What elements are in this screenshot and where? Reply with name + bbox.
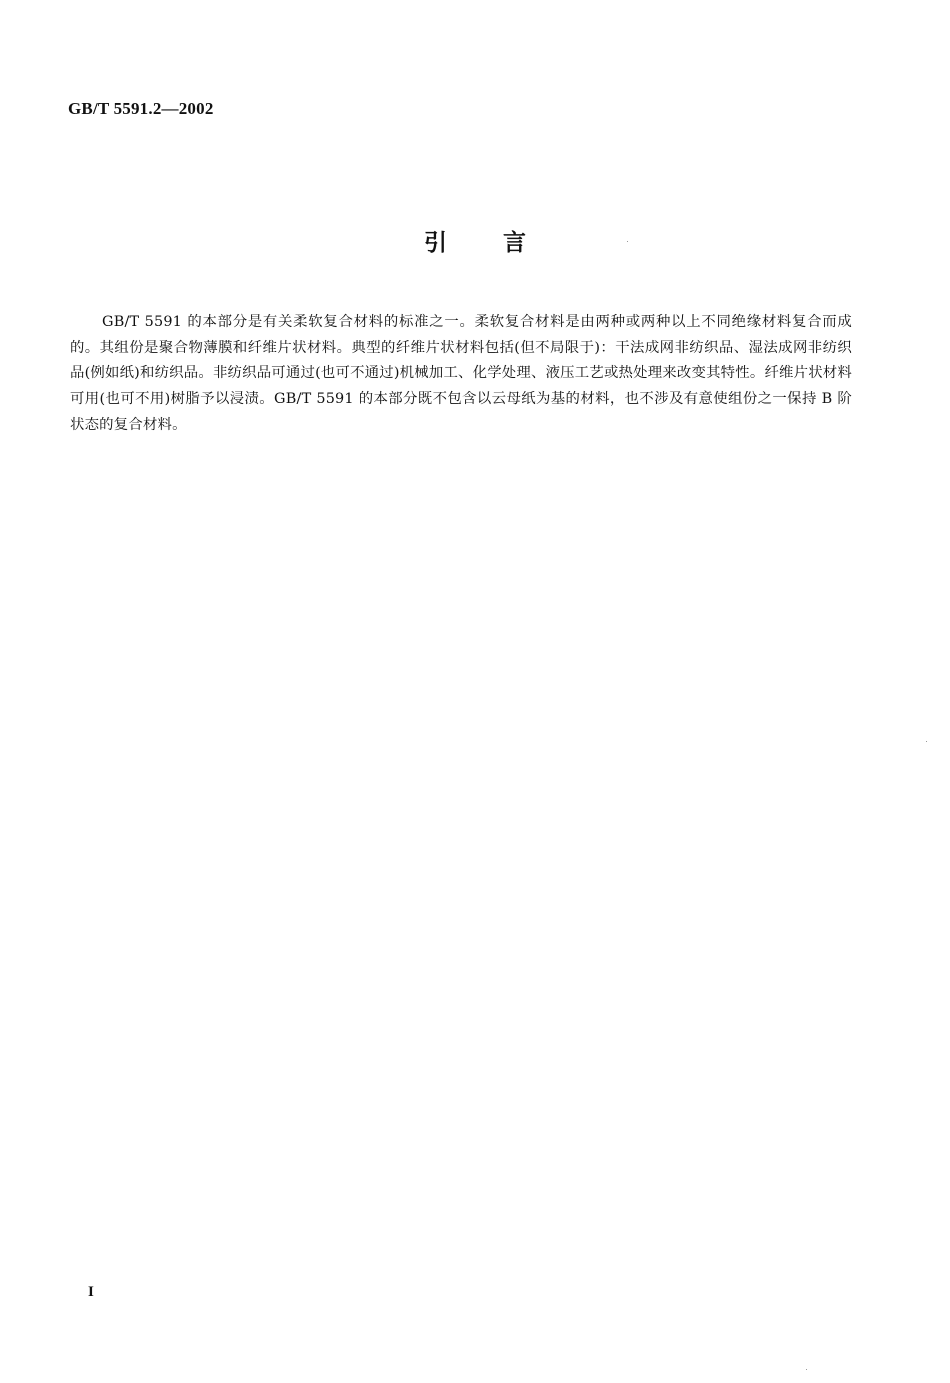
standard-code-header: GB/T 5591.2—2002	[68, 99, 214, 118]
section-title: 引言	[424, 230, 582, 256]
page-number: I	[88, 1284, 94, 1300]
scan-speck	[926, 741, 927, 742]
introduction-paragraph: GB/T 5591 的本部分是有关柔软复合材料的标准之一。柔软复合材料是由两种或两种以上不同绝缘材料复合而成的。其组份是聚合物薄膜和纤维片状材料。典型的纤维片状材料包括(但不局限于)：干法成网非纺织品、湿法成网非纺织品(例如纸)和纺织品。非纺织品可通过(也可不通过)机械加工、化学处理、液压工艺或热处理来改变其特性。纤维片状材料可用(也可不用)树脂予以浸渍。GB/T 5591 的本部分既不包含以云母纸为基的材料，也不涉及有意使组份之一保持 B 阶状态的复合材料。	[70, 314, 852, 433]
scan-speck	[627, 241, 628, 242]
scan-speck	[806, 1369, 807, 1370]
